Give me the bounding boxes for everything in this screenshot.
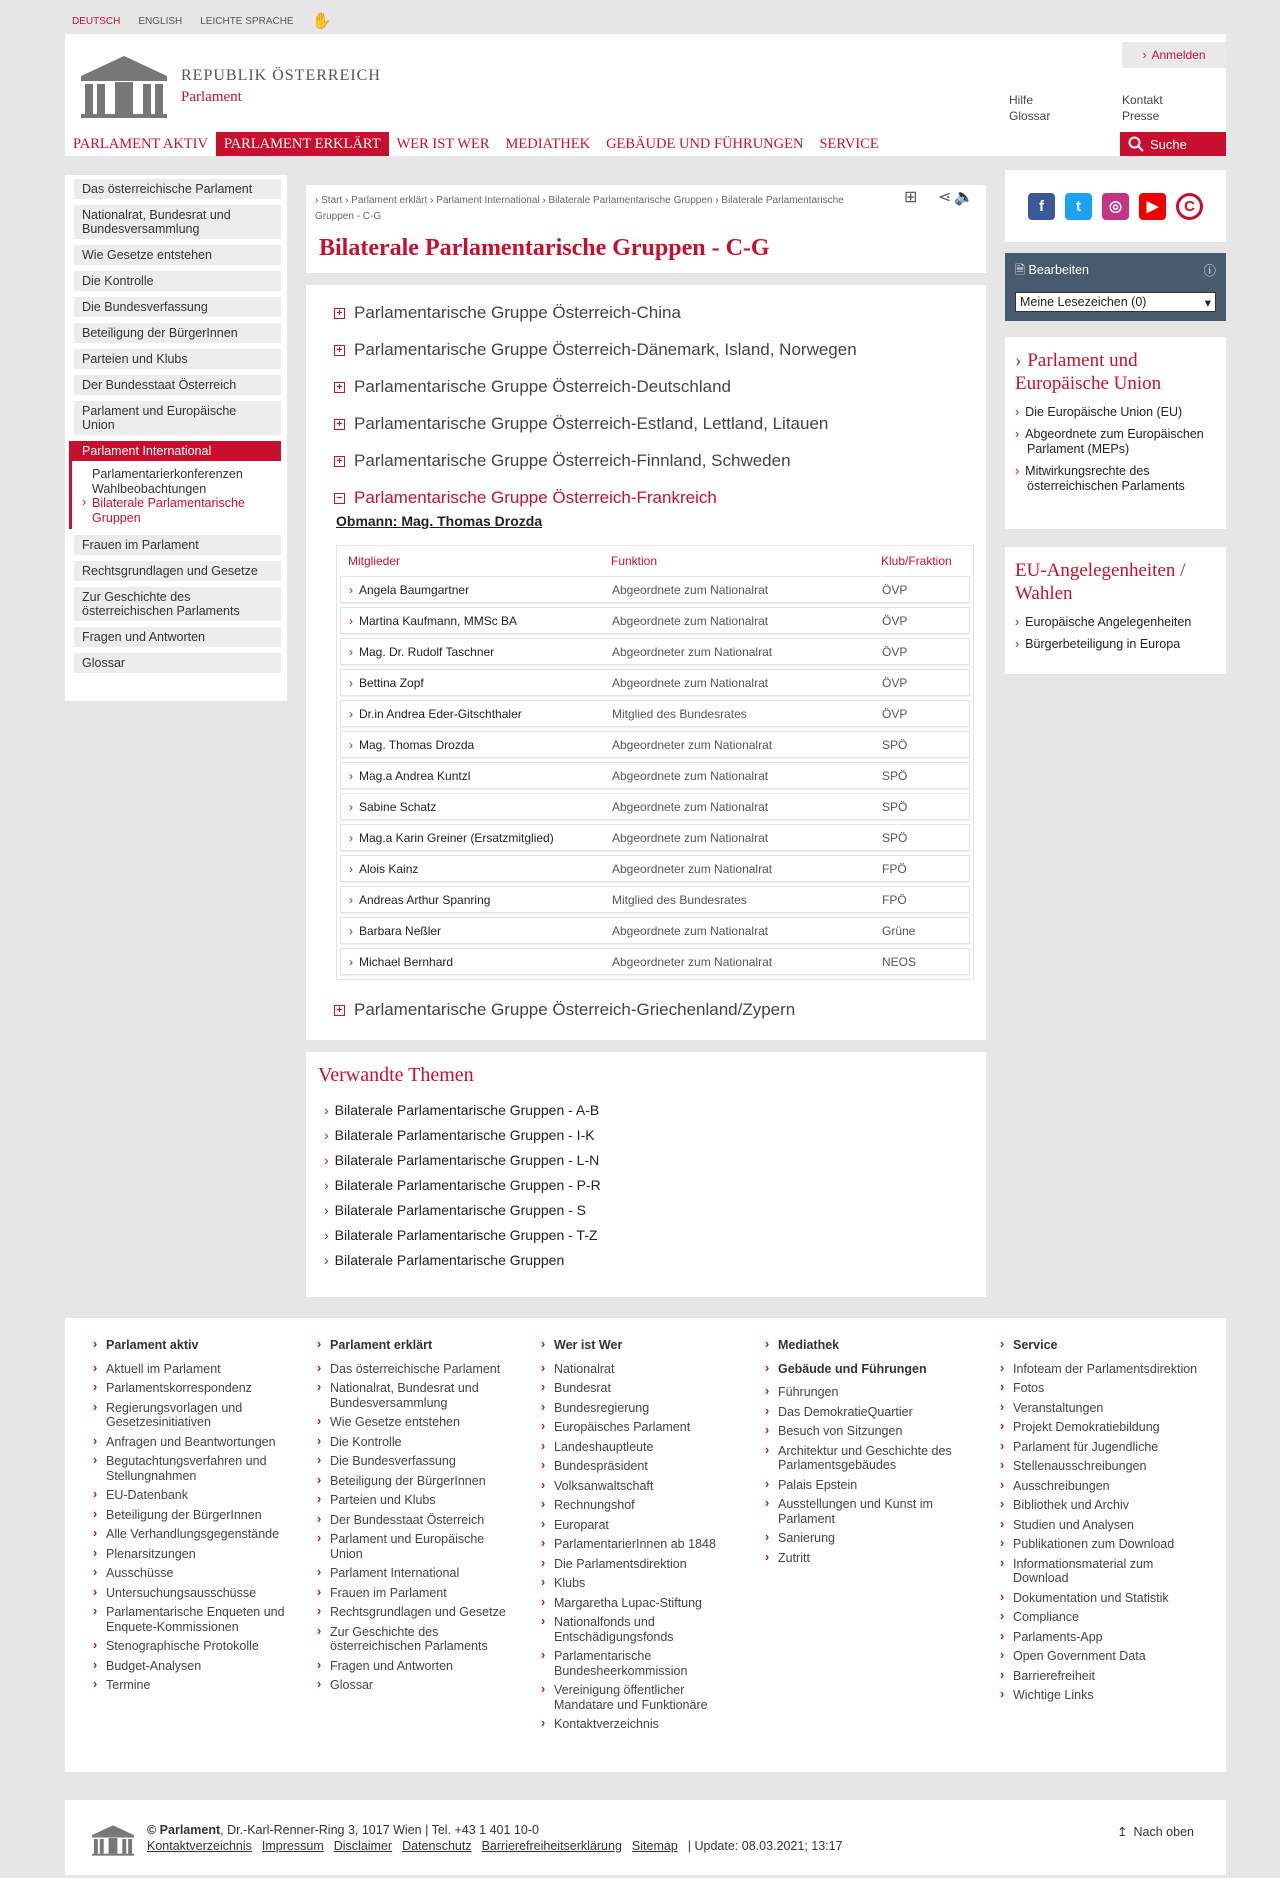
arrow-up-icon: ↥ xyxy=(1117,1825,1128,1839)
parliament-logo-icon xyxy=(91,1824,135,1856)
table-row[interactable]: › Angela Baumgartner Abgeordnete zum Nationalrat ÖVP xyxy=(340,576,970,603)
footer-link[interactable]: › Führungen xyxy=(765,1385,965,1400)
expand-icon: + xyxy=(334,382,345,393)
footer-link[interactable]: › Alle Verhandlungsgegenstände xyxy=(93,1527,293,1542)
eu-box xyxy=(1005,337,1226,529)
table-row[interactable]: › Mag.a Karin Greiner (Ersatzmitglied) Abgeordnete zum Nationalrat SPÖ xyxy=(340,824,970,851)
footer-link[interactable]: › Ausschreibungen xyxy=(1000,1479,1200,1494)
sidebar-item-rechtsgrundlagen[interactable]: Rechtsgrundlagen und Gesetze xyxy=(74,561,281,581)
footer-link[interactable]: › Studien und Analysen xyxy=(1000,1518,1200,1533)
nav-gebaeude[interactable]: GEBÄUDE UND FÜHRUNGEN xyxy=(606,135,804,152)
sidebar-item-beteiligung[interactable]: Beteiligung der BürgerInnen xyxy=(74,323,281,343)
footer-link[interactable]: › Bundesregierung xyxy=(541,1401,741,1416)
bookmark-panel xyxy=(1005,253,1226,321)
sidebar-item-geschichte[interactable]: Zur Geschichte des österreichischen Parlaments xyxy=(74,587,281,621)
footer-heading[interactable]: › Parlament aktiv xyxy=(93,1338,293,1353)
speaker-icon[interactable]: 🔈 xyxy=(954,189,974,206)
share-icon[interactable]: ⋖ xyxy=(938,189,952,206)
footer-link[interactable]: › Projekt Demokratiebildung xyxy=(1000,1420,1200,1435)
footer-link[interactable]: › Parlament für Jugendliche xyxy=(1000,1440,1200,1455)
footer-link[interactable]: › Regierungsvorlagen und Gesetzesinitiativen xyxy=(93,1401,293,1430)
group-deutschland[interactable]: + Parlamentarische Gruppe Österreich-Deutschland xyxy=(334,377,731,397)
footer-link[interactable]: › ParlamentarierInnen ab 1848 xyxy=(541,1537,741,1552)
bookmark-add-icon[interactable]: ⊞ xyxy=(904,189,918,206)
table-row[interactable]: › Sabine Schatz Abgeordnete zum Nationalrat SPÖ xyxy=(340,793,970,820)
collapse-icon: − xyxy=(334,493,345,504)
logo-republic: REPUBLIK ÖSTERREICH xyxy=(181,66,381,84)
group-frankreich[interactable]: − Parlamentarische Gruppe Österreich-Frankreich xyxy=(334,488,717,508)
main-nav xyxy=(65,132,1226,156)
footer-link[interactable]: › Kontaktverzeichnis xyxy=(541,1717,741,1732)
bottom-bar xyxy=(65,1800,1226,1875)
footer-col-erklaert xyxy=(317,1338,517,1698)
sidebar-sub-wahlbeobachtungen[interactable]: Wahlbeobachtungen xyxy=(92,481,207,496)
footer-link[interactable]: › Parlamentarische Enqueten und Enquete-Kommissionen xyxy=(93,1605,293,1634)
table-row[interactable]: › Mag. Thomas Drozda Abgeordneter zum Nationalrat SPÖ xyxy=(340,731,970,758)
eu-link[interactable]: › Die Europäische Union (EU) xyxy=(1015,405,1183,419)
footer-link-datenschutz[interactable]: Datenschutz xyxy=(402,1839,472,1853)
sidebar-item-bundesstaat[interactable]: Der Bundesstaat Österreich xyxy=(74,375,281,395)
breadcrumb-start[interactable]: Start xyxy=(321,195,343,206)
footer-link[interactable]: › Parlaments-App xyxy=(1000,1630,1200,1645)
content-header xyxy=(306,185,986,273)
related-link[interactable]: › Bilaterale Parlamentarische Gruppen - A-B xyxy=(324,1102,600,1118)
footer-link[interactable]: › Rechnungshof xyxy=(541,1498,741,1513)
footer-link[interactable]: › Compliance xyxy=(1000,1610,1200,1625)
expand-icon: + xyxy=(334,345,345,356)
social-links xyxy=(1005,170,1226,242)
footer-heading[interactable]: › Parlament erklärt xyxy=(317,1338,517,1353)
footer-link[interactable]: › Bibliothek und Archiv xyxy=(1000,1498,1200,1513)
footer xyxy=(65,1318,1226,1772)
footer-heading[interactable]: › Wer ist Wer xyxy=(541,1338,741,1353)
login-button[interactable]: › Anmelden xyxy=(1122,42,1226,68)
table-row[interactable]: › Andreas Arthur Spanring Mitglied des Bundesrates FPÖ xyxy=(340,886,970,913)
footer-link[interactable]: › Bundespräsident xyxy=(541,1459,741,1474)
parliament-logo-icon xyxy=(79,54,169,118)
footer-link[interactable]: › Infoteam der Parlamentsdirektion xyxy=(1000,1362,1200,1377)
footer-link[interactable]: › Ausschüsse xyxy=(93,1566,293,1581)
footer-link[interactable]: › Zutritt xyxy=(765,1551,965,1566)
breadcrumb-current: Bilaterale Parlamentarische Gruppen - C-G xyxy=(315,195,844,222)
table-row[interactable]: › Dr.in Andrea Eder-Gitschthaler Mitglied des Bundesrates ÖVP xyxy=(340,700,970,727)
footer-link[interactable]: › Europäisches Parlament xyxy=(541,1420,741,1435)
footer-link[interactable]: › Fotos xyxy=(1000,1381,1200,1396)
footer-link[interactable]: › Ausstellungen und Kunst im Parlament xyxy=(765,1497,965,1526)
group-griechenland[interactable]: + Parlamentarische Gruppe Österreich-Griechenland/Zypern xyxy=(334,1000,795,1020)
nav-mediathek[interactable]: MEDIATHEK xyxy=(505,135,591,152)
footer-link[interactable]: › Open Government Data xyxy=(1000,1649,1200,1664)
sidebar-item-parlament[interactable]: Das österreichische Parlament xyxy=(74,179,281,199)
footer-link[interactable]: › Nationalfonds und Entschädigungsfonds xyxy=(541,1615,741,1644)
search-icon xyxy=(1128,136,1144,152)
twitter-icon[interactable]: t xyxy=(1065,193,1092,220)
sidebar-sub-konferenzen[interactable]: Parlamentarierkonferenzen xyxy=(92,467,243,481)
table-row[interactable]: › Alois Kainz Abgeordneter zum Nationalrat FPÖ xyxy=(340,855,970,882)
table-row[interactable]: › Bettina Zopf Abgeordnete zum Nationalrat ÖVP xyxy=(340,669,970,696)
expand-icon: + xyxy=(334,419,345,430)
footer-link-kontakt[interactable]: Kontaktverzeichnis xyxy=(147,1839,252,1853)
footer-link[interactable]: › Glossar xyxy=(317,1678,517,1693)
sidebar-item-gesetze[interactable]: Wie Gesetze entstehen xyxy=(74,245,281,265)
footer-link[interactable]: › Palais Epstein xyxy=(765,1478,965,1493)
footer-link[interactable]: › Bundesrat xyxy=(541,1381,741,1396)
breadcrumb-erklaert[interactable]: Parlament erklärt xyxy=(351,195,428,206)
footer-col-werisswer xyxy=(541,1338,741,1737)
footer-link[interactable]: › Stellenausschreibungen xyxy=(1000,1459,1200,1474)
help-link[interactable]: Hilfe xyxy=(1009,93,1034,107)
footer-link[interactable]: › Parlamentarische Bundesheerkommission xyxy=(541,1649,741,1678)
footer-address: , Dr.-Karl-Renner-Ring 3, 1017 Wien | Tel. +43 1 401 10-0 xyxy=(220,1823,539,1837)
footer-heading[interactable]: › Service xyxy=(1000,1338,1200,1353)
search-button[interactable]: Suche xyxy=(1120,132,1226,156)
footer-link-sitemap[interactable]: Sitemap xyxy=(631,1839,678,1853)
site-header xyxy=(65,34,1226,156)
footer-link[interactable]: › Europarat xyxy=(541,1518,741,1533)
expand-icon: + xyxy=(334,1005,345,1016)
footer-update: | Update: 08.03.2021; 13:17 xyxy=(687,1839,843,1853)
footer-link[interactable]: › Beteiligung der BürgerInnen xyxy=(93,1508,293,1523)
page-title: Bilaterale Parlamentarische Gruppen - C-G xyxy=(319,235,770,261)
related-link[interactable]: › Bilaterale Parlamentarische Gruppen - L-N xyxy=(324,1152,600,1168)
footer-link[interactable]: › Informationsmaterial zum Download xyxy=(1000,1557,1200,1586)
footer-link[interactable]: › Frauen im Parlament xyxy=(317,1586,517,1601)
logo-parlament: Parlament xyxy=(181,88,242,105)
instagram-icon[interactable]: ◎ xyxy=(1102,193,1129,220)
table-header xyxy=(340,550,970,572)
eu-wahlen-link[interactable]: › Bürgerbeteiligung in Europa xyxy=(1015,637,1181,651)
footer-link[interactable]: › Fragen und Antworten xyxy=(317,1659,517,1674)
bookmark-select[interactable]: Meine Lesezeichen (0) ▾ xyxy=(1015,292,1216,312)
footer-link[interactable]: › Budget-Analysen xyxy=(93,1659,293,1674)
footer-link[interactable]: › Parlament International xyxy=(317,1566,517,1581)
footer-info xyxy=(147,1822,843,1854)
footer-link[interactable]: › Barrierefreiheit xyxy=(1000,1669,1200,1684)
contact-link[interactable]: Kontakt xyxy=(1122,93,1163,107)
related-link[interactable]: › Bilaterale Parlamentarische Gruppen - P-R xyxy=(324,1177,601,1193)
footer-link[interactable]: › Nationalrat xyxy=(541,1362,741,1377)
col-mitglieder[interactable]: Mitglieder xyxy=(348,554,401,568)
footer-link[interactable]: › Vereinigung öffentlicher Mandatare und Funktionäre xyxy=(541,1683,741,1712)
footer-link[interactable]: › Parteien und Klubs xyxy=(317,1493,517,1508)
footer-link[interactable]: › Begutachtungsverfahren und Stellungnahmen xyxy=(93,1454,293,1483)
related-topics xyxy=(306,1052,986,1297)
table-row[interactable]: › Michael Bernhard Abgeordneter zum Nationalrat NEOS xyxy=(340,948,970,975)
footer-link[interactable]: › Aktuell im Parlament xyxy=(93,1362,293,1377)
footer-col-service xyxy=(1000,1338,1200,1708)
footer-link[interactable]: › Untersuchungsausschüsse xyxy=(93,1586,293,1601)
related-link[interactable]: › Bilaterale Parlamentarische Gruppen xyxy=(324,1252,565,1268)
table-row[interactable]: › Martina Kaufmann, MMSc BA Abgeordnete zum Nationalrat ÖVP xyxy=(340,607,970,634)
footer-link[interactable]: › Stenographische Protokolle xyxy=(93,1639,293,1654)
obmann[interactable]: Obmann: Mag. Thomas Drozda xyxy=(336,513,543,529)
footer-link[interactable]: › Der Bundesstaat Österreich xyxy=(317,1513,517,1528)
related-link[interactable]: › Bilaterale Parlamentarische Gruppen - T-Z xyxy=(324,1227,598,1243)
footer-heading[interactable]: › Gebäude und Führungen xyxy=(765,1362,965,1377)
footer-link[interactable]: › Margaretha Lupac-Stiftung xyxy=(541,1596,741,1611)
footer-link[interactable]: › Plenarsitzungen xyxy=(93,1547,293,1562)
footer-link[interactable]: › Publikationen zum Download xyxy=(1000,1537,1200,1552)
footer-link[interactable]: › Die Kontrolle xyxy=(317,1435,517,1450)
footer-link[interactable]: › Sanierung xyxy=(765,1531,965,1546)
press-link[interactable]: Presse xyxy=(1122,109,1160,123)
eu-wahlen-box xyxy=(1005,547,1226,674)
footer-link[interactable]: › Dokumentation und Statistik xyxy=(1000,1591,1200,1606)
related-title: Verwandte Themen xyxy=(318,1064,474,1086)
footer-link[interactable]: › Landeshauptleute xyxy=(541,1440,741,1455)
nav-service[interactable]: SERVICE xyxy=(819,135,879,152)
related-link[interactable]: › Bilaterale Parlamentarische Gruppen - I-K xyxy=(324,1127,595,1143)
nav-parlament-erklaert[interactable]: PARLAMENT ERKLÄRT xyxy=(216,132,389,156)
language-bar xyxy=(72,14,332,28)
col-klub[interactable]: Klub/Fraktion xyxy=(881,554,952,568)
table-row[interactable]: › Mag. Dr. Rudolf Taschner Abgeordneter zum Nationalrat ÖVP xyxy=(340,638,970,665)
expand-icon: + xyxy=(334,456,345,467)
footer-link[interactable]: › Die Bundesverfassung xyxy=(317,1454,517,1469)
group-daenemark[interactable]: + Parlamentarische Gruppe Österreich-Dänemark, Island, Norwegen xyxy=(334,340,857,360)
footer-link-barrierefreiheit[interactable]: Barrierefreiheitserklärung xyxy=(481,1839,622,1853)
sidebar-submenu xyxy=(69,461,281,529)
footer-link[interactable]: › Wichtige Links xyxy=(1000,1688,1200,1703)
sidebar-item-kontrolle[interactable]: Die Kontrolle xyxy=(74,271,281,291)
table-row[interactable]: › Barbara Neßler Abgeordnete zum Nationalrat Grüne xyxy=(340,917,970,944)
footer-link[interactable]: › Das österreichische Parlament xyxy=(317,1362,517,1377)
sidebar-item-frauen[interactable]: Frauen im Parlament xyxy=(74,535,281,555)
footer-link[interactable]: › Veranstaltungen xyxy=(1000,1401,1200,1416)
logo[interactable] xyxy=(79,54,381,118)
sign-language-icon[interactable]: ✋ xyxy=(311,13,332,30)
footer-link[interactable]: › EU-Datenbank xyxy=(93,1488,293,1503)
footer-link[interactable]: › Beteiligung der BürgerInnen xyxy=(317,1474,517,1489)
group-accordion xyxy=(306,285,986,1040)
sidebar-item-glossar[interactable]: Glossar xyxy=(74,653,281,673)
group-estland[interactable]: + Parlamentarische Gruppe Österreich-Estland, Lettland, Litauen xyxy=(334,414,828,434)
lang-deutsch[interactable]: DEUTSCH xyxy=(72,15,121,27)
demokratiewebstatt-icon[interactable]: C xyxy=(1176,193,1203,220)
eu-wahlen-link[interactable]: › Europäische Angelegenheiten xyxy=(1015,615,1192,629)
related-link[interactable]: › Bilaterale Parlamentarische Gruppen - S xyxy=(324,1202,587,1218)
nav-parlament-aktiv[interactable]: PARLAMENT AKTIV xyxy=(73,135,208,152)
sidebar-item-parteien[interactable]: Parteien und Klubs xyxy=(74,349,281,369)
footer-link[interactable]: › Nationalrat, Bundesrat und Bundesversammlung xyxy=(317,1381,517,1410)
footer-link-disclaimer[interactable]: Disclaimer xyxy=(333,1839,393,1853)
sidebar xyxy=(65,175,287,701)
footer-link[interactable]: › Anfragen und Beantwortungen xyxy=(93,1435,293,1450)
footer-org: © Parlament xyxy=(147,1823,221,1837)
table-row[interactable]: › Mag.a Andrea Kuntzl Abgeordnete zum Nationalrat SPÖ xyxy=(340,762,970,789)
sidebar-item-verfassung[interactable]: Die Bundesverfassung xyxy=(74,297,281,317)
eu-box-title[interactable]: › Parlament und Europäische Union xyxy=(1015,350,1162,394)
footer-link[interactable]: › Rechtsgrundlagen und Gesetze xyxy=(317,1605,517,1620)
members-table xyxy=(336,545,974,980)
youtube-icon[interactable]: ▶ xyxy=(1139,193,1166,220)
footer-link[interactable]: › Wie Gesetze entstehen xyxy=(317,1415,517,1430)
footer-link[interactable]: › Termine xyxy=(93,1678,293,1693)
breadcrumb-international[interactable]: Parlament International xyxy=(436,195,540,206)
footer-link[interactable]: › Das DemokratieQuartier xyxy=(765,1405,965,1420)
footer-link[interactable]: › Zur Geschichte des österreichischen Parlaments xyxy=(317,1625,517,1654)
edit-icon: 🗎 xyxy=(1015,263,1026,277)
facebook-icon[interactable]: f xyxy=(1028,193,1055,220)
footer-link[interactable]: › Die Parlamentsdirektion xyxy=(541,1557,741,1572)
chevron-down-icon: ▾ xyxy=(1204,296,1211,310)
footer-link-impressum[interactable]: Impressum xyxy=(261,1839,324,1853)
back-to-top[interactable]: ↥ Nach oben xyxy=(1117,1825,1194,1839)
col-funktion[interactable]: Funktion xyxy=(611,554,658,568)
eu-link[interactable]: › Abgeordnete zum Europäischen Parlament (MEPs) xyxy=(1015,427,1204,456)
footer-link[interactable]: › Architektur und Geschichte des Parlamentsgebäudes xyxy=(765,1444,965,1473)
lang-english[interactable]: ENGLISH xyxy=(138,15,183,27)
footer-heading[interactable]: › Mediathek xyxy=(765,1338,965,1353)
eu-wahlen-title[interactable]: EU-Angelegenheiten / Wahlen xyxy=(1015,560,1186,604)
sidebar-item-nationalrat[interactable]: Nationalrat, Bundesrat und Bundesversammlung xyxy=(74,205,281,239)
bookmark-edit[interactable]: Bearbeiten xyxy=(1028,263,1090,277)
sidebar-sub-bilateral[interactable]: › Bilaterale Parlamentarische Gruppen xyxy=(92,496,273,525)
lang-easy[interactable]: LEICHTE SPRACHE xyxy=(200,15,294,27)
footer-link[interactable]: › Klubs xyxy=(541,1576,741,1591)
breadcrumb: › Start › Parlament erklärt › Parlament International › Bilaterale Parlamentarische Gruppen › Bilaterale Parlamentarische Gruppen - C-G xyxy=(315,195,844,222)
footer-link[interactable]: › Volksanwaltschaft xyxy=(541,1479,741,1494)
nav-wer-ist-wer[interactable]: WER IST WER xyxy=(396,135,490,152)
glossary-link[interactable]: Glossar xyxy=(1009,109,1051,123)
footer-link[interactable]: › Besuch von Sitzungen xyxy=(765,1424,965,1439)
info-icon[interactable]: ⓘ xyxy=(1203,264,1216,278)
group-china[interactable]: + Parlamentarische Gruppe Österreich-China xyxy=(334,303,681,323)
sidebar-item-eu[interactable]: Parlament und Europäische Union xyxy=(74,401,281,435)
group-finnland[interactable]: + Parlamentarische Gruppe Österreich-Finnland, Schweden xyxy=(334,451,791,471)
footer-col-aktiv xyxy=(93,1338,293,1698)
expand-icon: + xyxy=(334,308,345,319)
footer-link[interactable]: › Parlamentskorrespondenz xyxy=(93,1381,293,1396)
breadcrumb-bilateral[interactable]: Bilaterale Parlamentarische Gruppen xyxy=(548,195,713,206)
sidebar-item-fragen[interactable]: Fragen und Antworten xyxy=(74,627,281,647)
footer-link[interactable]: › Parlament und Europäische Union xyxy=(317,1532,517,1561)
sidebar-item-international[interactable]: Parlament International xyxy=(69,441,281,461)
eu-link[interactable]: › Mitwirkungsrechte des österreichischen Parlaments xyxy=(1015,464,1185,493)
footer-col-mediathek xyxy=(765,1338,965,1570)
